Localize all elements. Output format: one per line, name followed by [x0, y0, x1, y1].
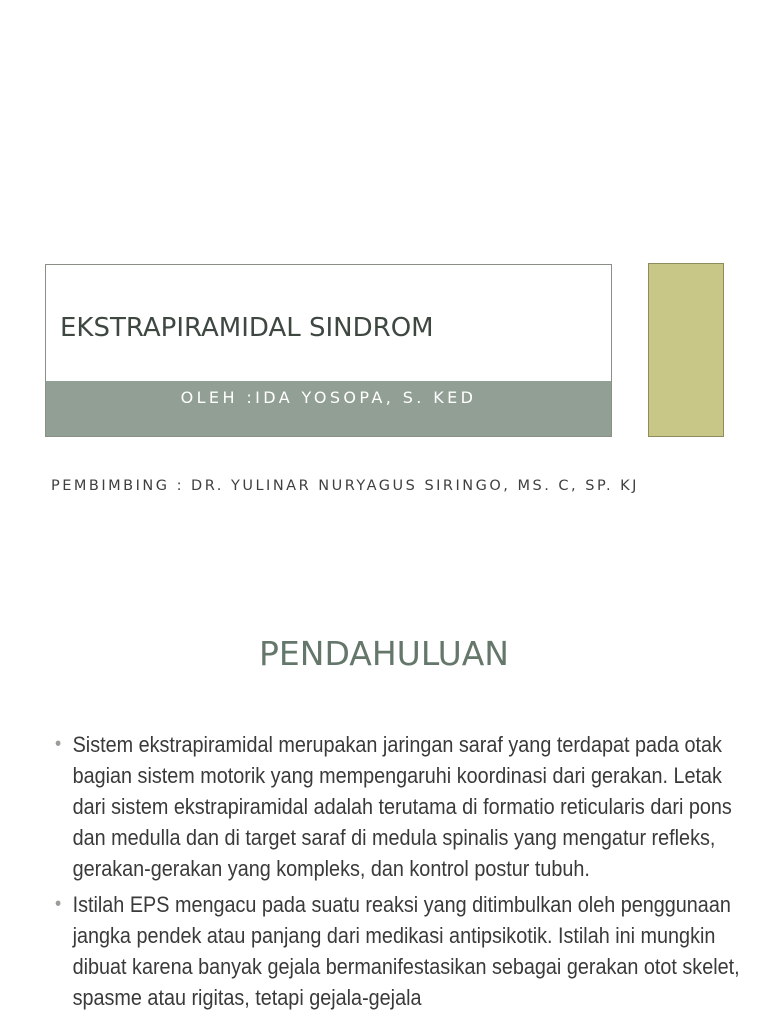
bullet-text: Sistem ekstrapiramidal merupakan jaringan saraf yang terdapat pada otak bagian sistem motorik yang mempengaruhi koordinasi dari gerakan. Letak dari sistem ekstrapiramidal adalah terutama di formatio reticularis dari pons dan medulla dan di target saraf di medula spinalis yang mengatur refleks, gerakan-gerakan yang kompleks, dan kontrol postur tubuh. [72, 732, 732, 881]
bullet-dot-icon: • [55, 733, 62, 755]
supervisor-line: PEMBIMBING : DR. YULINAR NURYAGUS SIRINGO, MS. C, SP. KJ [51, 478, 639, 494]
bullet-item [55, 889, 741, 1013]
bullet-text: Istilah EPS mengacu pada suatu reaksi yang ditimbulkan oleh penggunaan jangka pendek atau panjang dari medikasi antipsikotik. Istilah ini mungkin dibuat karena banyak gejala bermanifestasikan sebagai gerakan otot skelet, spasme atau rigitas, tetapi gejala-gejala [72, 892, 740, 1010]
title-box [45, 264, 612, 437]
slide-subtitle: OLEH :IDA YOSOPA, S. KED [180, 388, 477, 407]
section-heading: PENDAHULUAN [259, 634, 509, 673]
accent-block [648, 263, 724, 437]
bullet-item [55, 729, 741, 884]
subtitle-band [46, 381, 611, 436]
bullet-dot-icon: • [55, 893, 62, 915]
slide-title: EKSTRAPIRAMIDAL SINDROM [60, 313, 434, 343]
bullet-list [55, 729, 740, 1018]
